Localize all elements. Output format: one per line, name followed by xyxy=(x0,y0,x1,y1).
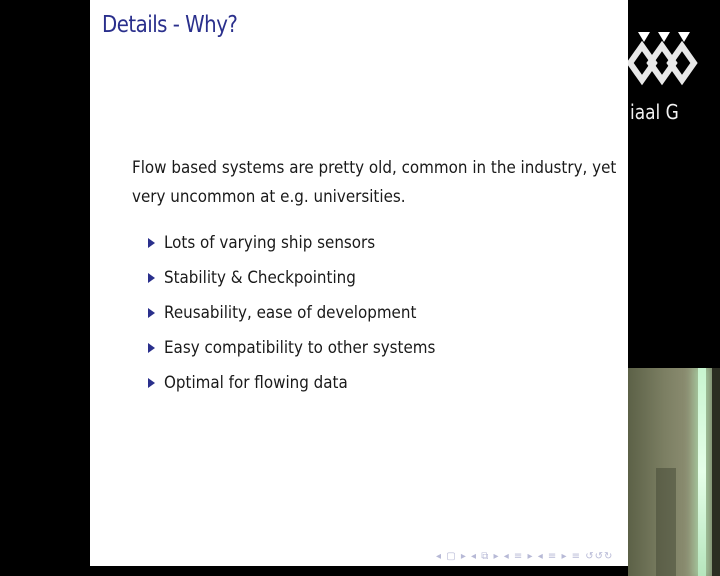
beamer-navigation-controls[interactable]: ◂ ▢ ▸ ◂ ⧉ ▸ ◂ ≡ ▸ ◂ ≡ ▸ ≡ ↺↺↻ xyxy=(436,551,614,562)
bullet-list xyxy=(148,225,469,400)
bullet-item xyxy=(148,295,469,330)
bullet-item xyxy=(148,225,469,260)
intro-line-2: very uncommon at e.g. universities. xyxy=(132,187,406,207)
intro-line-1: Flow based systems are pretty old, common in the industry, yet xyxy=(132,158,617,178)
video-edge xyxy=(712,368,720,576)
triangle-bullet-icon xyxy=(148,308,155,318)
slide-title: Details - Why? xyxy=(102,12,238,38)
bullet-item xyxy=(148,330,469,365)
slide xyxy=(90,0,628,566)
video-shadow xyxy=(656,468,676,576)
bullet-item xyxy=(148,260,469,295)
bullet-label: Stability & Checkpointing xyxy=(164,267,356,288)
logo-icon xyxy=(628,28,698,98)
triangle-bullet-icon xyxy=(148,238,155,248)
bullet-item xyxy=(148,365,469,400)
video-thumbnail xyxy=(628,368,720,576)
video-light-strip xyxy=(698,368,706,576)
bullet-label: Optimal for flowing data xyxy=(164,372,348,393)
triangle-bullet-icon xyxy=(148,378,155,388)
bullet-label: Reusability, ease of development xyxy=(164,302,417,323)
triangle-bullet-icon xyxy=(148,343,155,353)
bullet-label: Easy compatibility to other systems xyxy=(164,337,436,358)
bullet-label: Lots of varying ship sensors xyxy=(164,232,376,253)
logo-text: iaal G xyxy=(630,100,679,124)
intro-text xyxy=(132,154,617,212)
triangle-bullet-icon xyxy=(148,273,155,283)
